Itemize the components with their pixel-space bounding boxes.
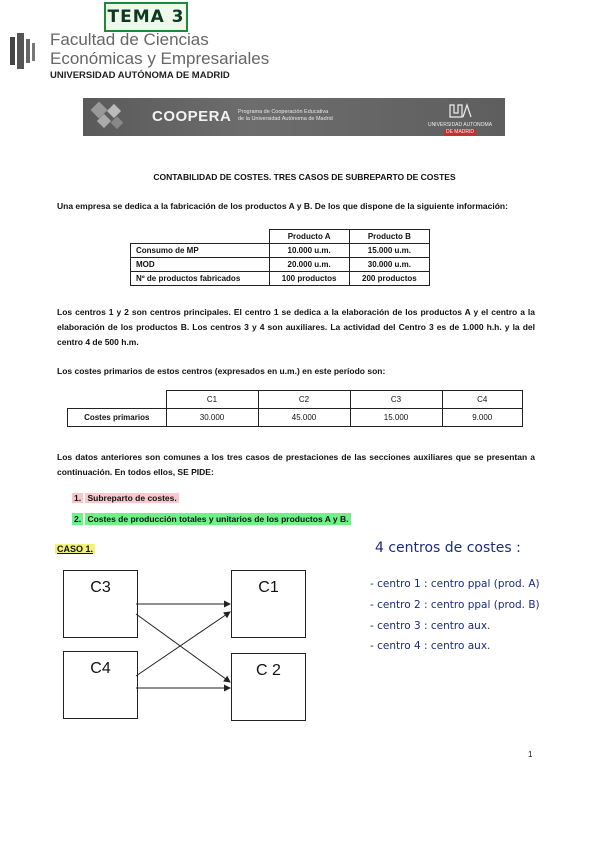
center-c3-box bbox=[63, 570, 138, 638]
program-line1: Programa de Cooperación Educativa bbox=[238, 109, 329, 115]
cell-c4: 9.000 bbox=[442, 408, 523, 426]
row-label: Consumo de MP bbox=[131, 244, 270, 258]
products-table bbox=[130, 229, 430, 286]
task-text: Subreparto de costes. bbox=[87, 493, 177, 503]
table-row bbox=[131, 258, 430, 272]
header-c4: C4 bbox=[442, 391, 523, 409]
cell-a: 10.000 u.m. bbox=[269, 244, 349, 258]
c4-label: C4 bbox=[90, 660, 111, 677]
uam-line2: DE MADRID bbox=[445, 129, 475, 135]
cell-c1: 30.000 bbox=[166, 408, 258, 426]
arrow-c3-c2 bbox=[136, 614, 230, 682]
page-number: 1 bbox=[528, 750, 533, 759]
c1-label: C1 bbox=[258, 579, 279, 596]
header-producto-a: Producto A bbox=[269, 230, 349, 244]
uam-emblem-icon bbox=[448, 103, 472, 119]
coopera-title: COOPERA bbox=[152, 108, 232, 125]
header-producto-b: Producto B bbox=[349, 230, 429, 244]
cell-a: 20.000 u.m. bbox=[269, 258, 349, 272]
tema-tag: TEMA 3 bbox=[104, 2, 188, 32]
task-text: Costes de producción totales y unitarios de los productos A y B. bbox=[87, 514, 349, 524]
document-title: CONTABILIDAD DE COSTES. TRES CASOS DE SUBREPARTO DE COSTES bbox=[153, 172, 456, 182]
task-item-2 bbox=[72, 514, 351, 524]
case-label: CASO 1. bbox=[57, 544, 94, 554]
row-label: Costes primarios bbox=[68, 408, 167, 426]
cell-b: 15.000 u.m. bbox=[349, 244, 429, 258]
task-item-1 bbox=[72, 493, 179, 503]
table-row bbox=[131, 272, 430, 286]
uam-logo bbox=[420, 103, 500, 136]
task-number: 2. bbox=[74, 514, 82, 524]
faculty-logo-icon bbox=[8, 33, 44, 69]
cell-b: 200 productos bbox=[349, 272, 429, 286]
center-c1-box bbox=[231, 570, 306, 638]
costs-intro: Los costes primarios de estos centros (expresados en u.m.) en este período son: bbox=[57, 366, 386, 376]
table-row bbox=[68, 408, 523, 426]
center-c2-box bbox=[231, 653, 306, 721]
row-label: MOD bbox=[131, 258, 270, 272]
cell-c3: 15.000 bbox=[350, 408, 442, 426]
c2-label: C 2 bbox=[256, 662, 281, 679]
center-c4-box bbox=[63, 651, 138, 719]
cell-b: 30.000 u.m. bbox=[349, 258, 429, 272]
header-c1: C1 bbox=[166, 391, 258, 409]
centers-paragraph: Los centros 1 y 2 son centros principales. El centro 1 se dedica a la elaboración de los productos A y el centro a la elaboración de los productos B. Los centros 3 y 4 son auxiliares. La actividad del Centro 3 es de 1.000 h.h. y la del centro 4 de 500 h.m. bbox=[57, 307, 535, 347]
row-label: Nº de productos fabricados bbox=[131, 272, 270, 286]
header-c2: C2 bbox=[258, 391, 350, 409]
handwritten-line: - centro 2 : centro ppal (prod. B) bbox=[370, 599, 540, 611]
cell-a: 100 productos bbox=[269, 272, 349, 286]
handwritten-line: - centro 1 : centro ppal (prod. A) bbox=[370, 578, 540, 590]
table-row bbox=[131, 244, 430, 258]
puzzle-logo-icon bbox=[89, 102, 129, 132]
common-paragraph: Los datos anteriores son comunes a los tres casos de prestaciones de las secciones auxiliares que se presentan a continuación. En todos ellos, SE PIDE: bbox=[57, 452, 535, 477]
program-description bbox=[238, 109, 333, 123]
c3-label: C3 bbox=[90, 579, 111, 596]
faculty-name-line2: Económicas y Empresariales bbox=[50, 49, 270, 68]
costs-table bbox=[67, 390, 523, 427]
university-name: UNIVERSIDAD AUTÓNOMA DE MADRID bbox=[50, 70, 230, 81]
arrow-c4-c1 bbox=[136, 612, 230, 676]
handwritten-line: - centro 4 : centro aux. bbox=[370, 640, 491, 652]
cell-c2: 45.000 bbox=[258, 408, 350, 426]
program-line2: de la Universidad Autónoma de Madrid bbox=[238, 116, 333, 122]
intro-paragraph: Una empresa se dedica a la fabricación de los productos A y B. De los que dispone de la siguiente información: bbox=[57, 201, 508, 211]
faculty-name-line1: Facultad de Ciencias bbox=[50, 30, 209, 49]
header-c3: C3 bbox=[350, 391, 442, 409]
uam-line1: UNIVERSIDAD AUTONOMA bbox=[427, 122, 493, 128]
handwritten-title: 4 centros de costes : bbox=[375, 540, 521, 556]
task-number: 1. bbox=[74, 493, 82, 503]
handwritten-line: - centro 3 : centro aux. bbox=[370, 620, 491, 632]
